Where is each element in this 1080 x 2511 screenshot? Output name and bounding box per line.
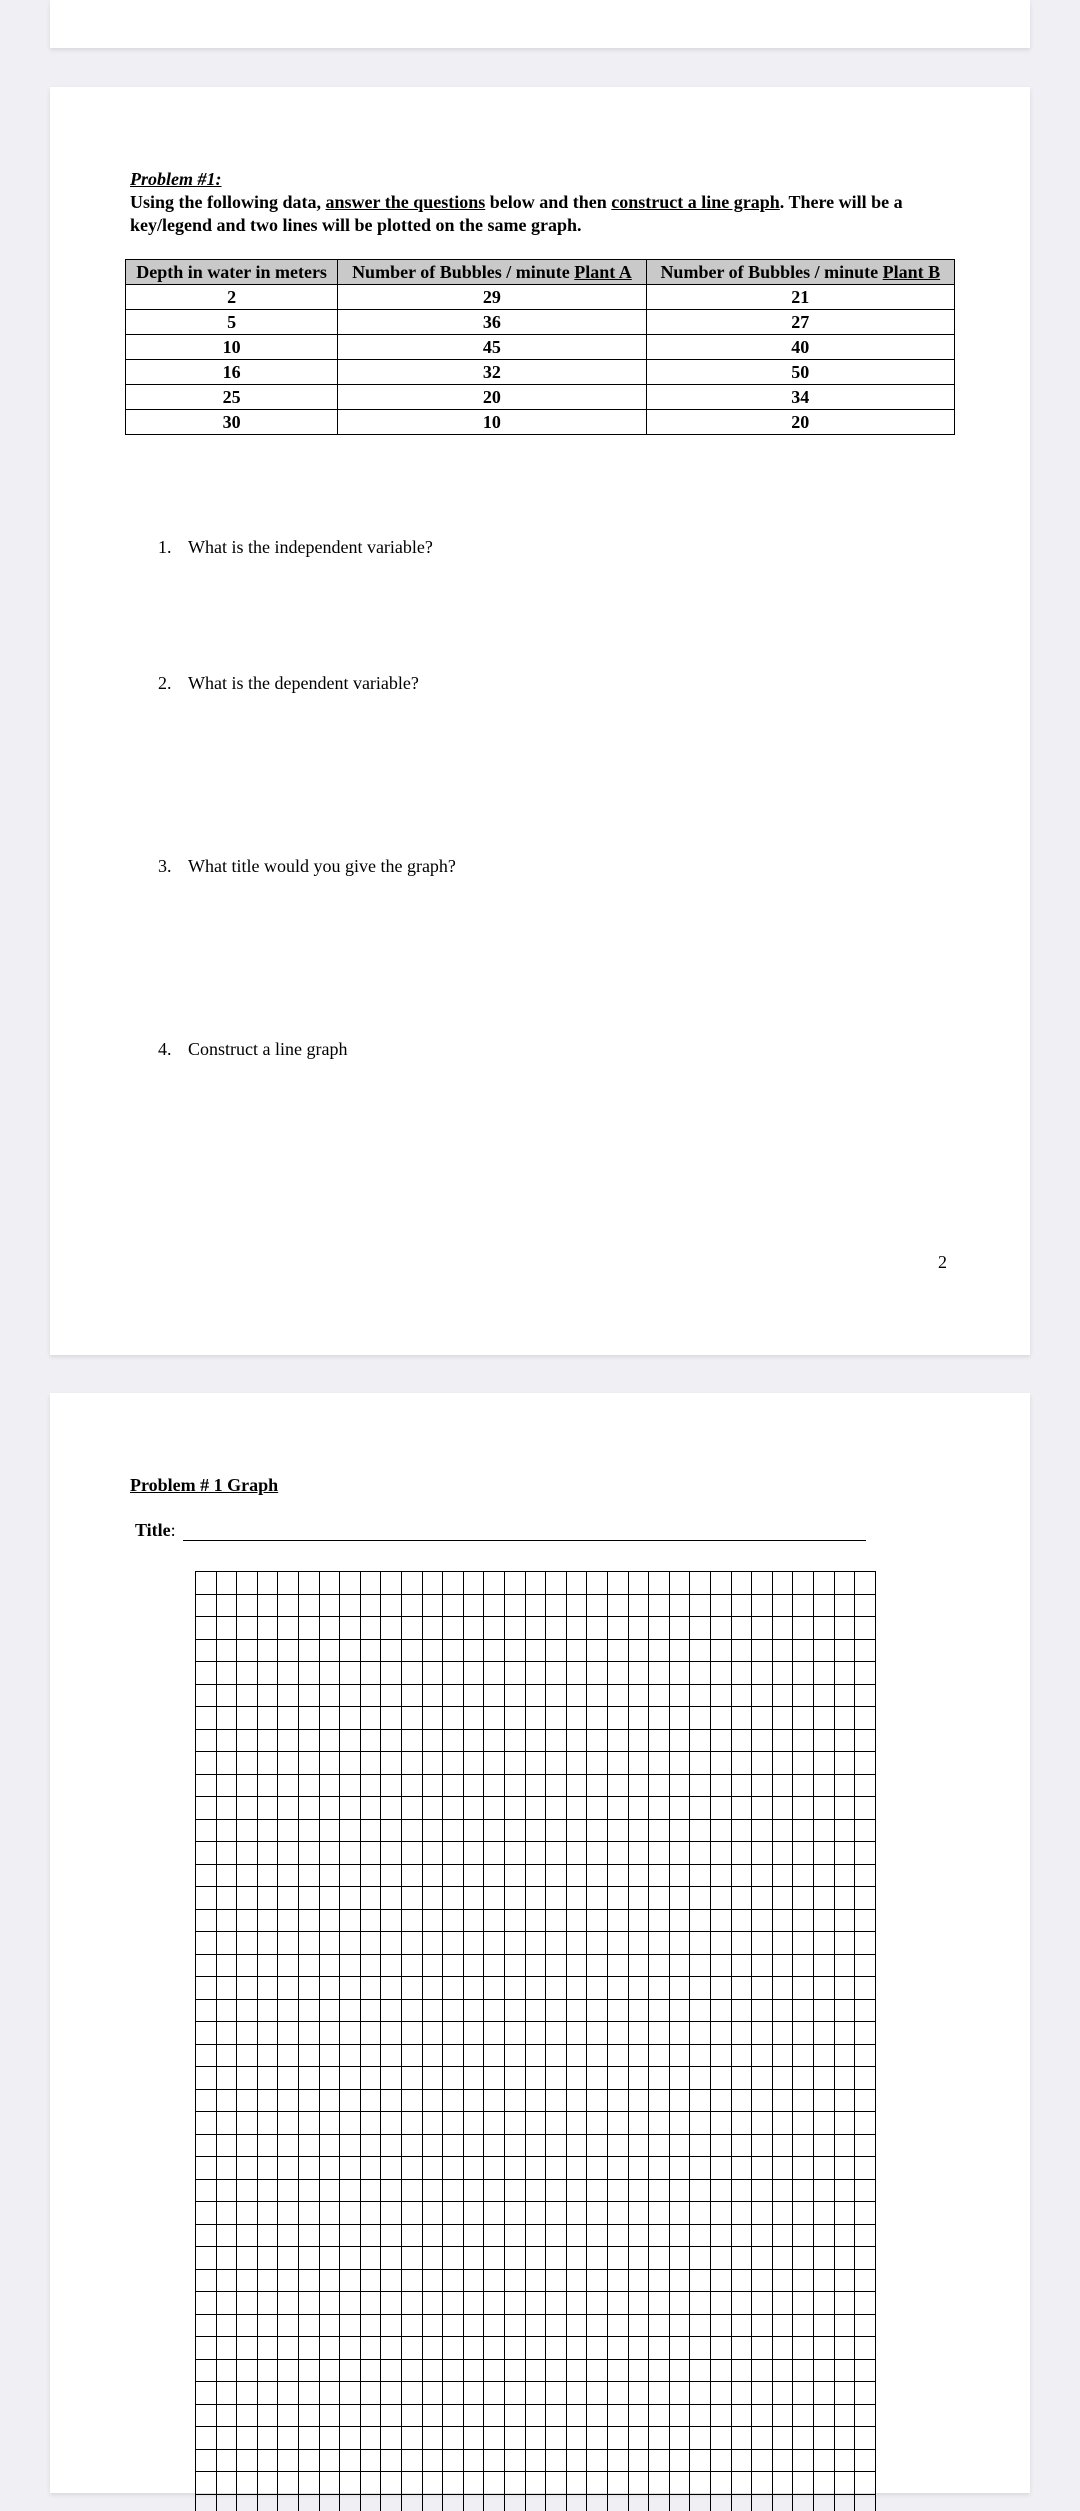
table-row	[126, 385, 955, 410]
question-2	[158, 673, 419, 694]
question-number: 4.	[158, 1039, 172, 1059]
title-label-colon: :	[170, 1520, 176, 1540]
page-number: 2	[938, 1252, 947, 1272]
header-depth: Depth in water in meters	[126, 260, 338, 285]
cell-plant-a: 10	[338, 410, 646, 435]
question-4	[158, 1039, 347, 1060]
graph-heading: Problem # 1 Graph	[130, 1475, 279, 1495]
table-row	[126, 410, 955, 435]
document-page-2	[50, 87, 1030, 1355]
cell-depth: 5	[126, 310, 338, 335]
question-text: Construct a line graph	[188, 1039, 348, 1059]
cell-depth: 16	[126, 360, 338, 385]
instructions-text: below and then	[485, 192, 612, 212]
question-number: 3.	[158, 856, 172, 876]
document-page-3	[50, 1393, 1030, 2493]
cell-plant-b: 50	[646, 360, 954, 385]
header-plant-b-prefix: Number of Bubbles / minute	[660, 262, 883, 282]
graph-title-label	[135, 1520, 176, 1541]
table-row	[126, 285, 955, 310]
cell-plant-b: 20	[646, 410, 954, 435]
question-number: 1.	[158, 537, 172, 557]
header-plant-b	[646, 260, 954, 285]
cell-depth: 25	[126, 385, 338, 410]
cell-plant-a: 45	[338, 335, 646, 360]
cell-plant-a: 20	[338, 385, 646, 410]
cell-plant-a: 32	[338, 360, 646, 385]
cell-plant-a: 29	[338, 285, 646, 310]
question-text: What title would you give the graph?	[188, 856, 456, 876]
instructions-emphasis-questions: answer the questions	[325, 192, 486, 212]
header-plant-a-name: Plant A	[574, 262, 632, 282]
cell-depth: 10	[126, 335, 338, 360]
cell-depth: 2	[126, 285, 338, 310]
problem-heading: Problem #1:	[130, 169, 222, 189]
question-text: What is the independent variable?	[188, 537, 433, 557]
question-1	[158, 537, 433, 558]
header-plant-b-name: Plant B	[882, 262, 941, 282]
table-row	[126, 335, 955, 360]
cell-plant-a: 36	[338, 310, 646, 335]
question-text: What is the dependent variable?	[188, 673, 419, 693]
question-3	[158, 856, 456, 877]
table-header-row	[126, 260, 955, 285]
instructions-paragraph	[130, 191, 960, 237]
graph-paper-grid[interactable]	[195, 1571, 881, 2511]
data-table	[125, 259, 955, 435]
instructions-text: Using the following data,	[130, 192, 326, 212]
header-plant-a-prefix: Number of Bubbles / minute	[352, 262, 575, 282]
table-row	[126, 310, 955, 335]
instructions-text: . There will be a key/legend and two lines will be plotted on the same graph.	[130, 192, 903, 235]
cell-plant-b: 27	[646, 310, 954, 335]
cell-plant-b: 21	[646, 285, 954, 310]
cell-plant-b: 34	[646, 385, 954, 410]
title-answer-line[interactable]	[183, 1540, 866, 1541]
question-number: 2.	[158, 673, 172, 693]
cell-plant-b: 40	[646, 335, 954, 360]
table-row	[126, 360, 955, 385]
cell-depth: 30	[126, 410, 338, 435]
instructions-emphasis-graph: construct a line graph	[611, 192, 780, 212]
header-plant-a	[338, 260, 646, 285]
previous-page	[50, 0, 1030, 48]
title-label-text: Title	[135, 1520, 171, 1540]
